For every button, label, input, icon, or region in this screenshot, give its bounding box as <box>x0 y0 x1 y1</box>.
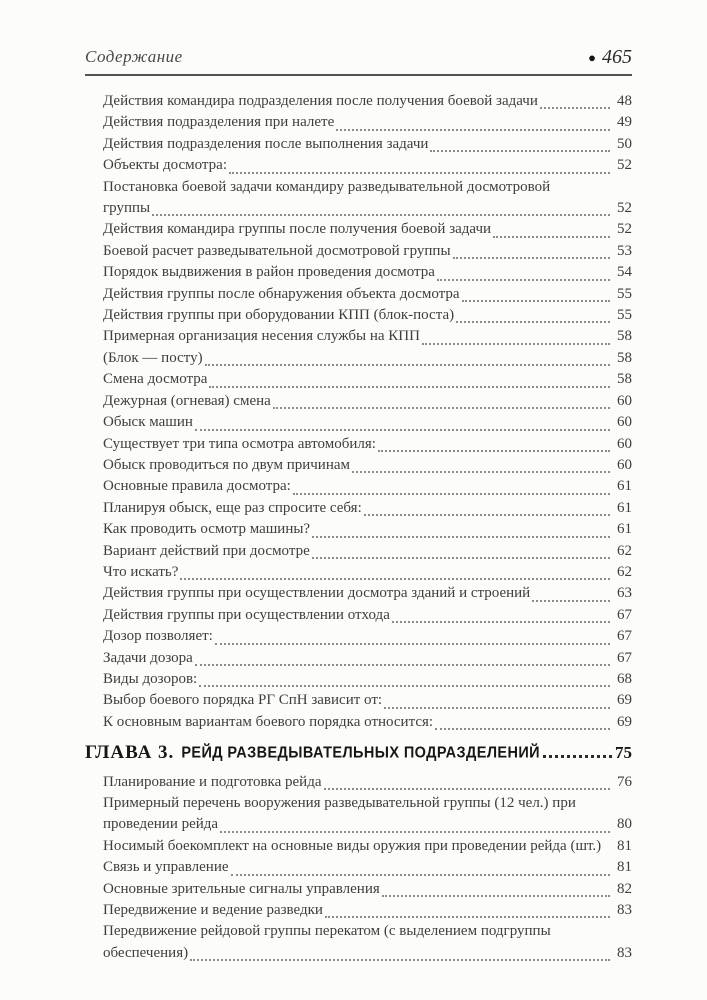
entry-page-number: 63 <box>617 585 632 602</box>
entry-text: Объекты досмотра: <box>103 157 227 174</box>
dot-leader <box>180 578 610 580</box>
dot-leader <box>382 895 610 897</box>
entry-row <box>103 541 632 562</box>
entry-text: Задачи дозора <box>103 649 193 666</box>
entry-row <box>103 857 632 878</box>
bullet-icon: ● <box>588 50 596 65</box>
dot-leader <box>215 643 610 645</box>
dot-leader <box>430 150 610 152</box>
entry-page-number: 60 <box>617 435 632 452</box>
entry-text: К основным вариантам боевого порядка относится: <box>103 713 434 730</box>
dot-leader <box>209 386 610 388</box>
dot-leader <box>453 257 610 259</box>
entry-row <box>103 391 632 412</box>
toc-entry <box>103 455 632 476</box>
dot-leader <box>312 557 610 559</box>
entry-page-number: 61 <box>617 499 632 516</box>
entry-text: (Блок — посту) <box>103 349 203 366</box>
dot-leader <box>195 429 610 431</box>
entry-row <box>103 879 632 900</box>
toc-entry <box>103 284 632 305</box>
entry-text: Действия группы при осуществлении досмотра зданий и строений <box>103 585 531 602</box>
chapter-title: РЕЙД РАЗВЕДЫВАТЕЛЬНЫХ ПОДРАЗДЕЛЕНИЙ <box>181 744 540 762</box>
entry-row <box>103 690 632 711</box>
entry-text: Передвижение и ведение разведки <box>103 902 323 919</box>
toc-entry <box>103 519 632 540</box>
toc-entry <box>103 648 632 669</box>
entry-page-number: 61 <box>617 521 632 538</box>
entry-text: Действия группы при оборудовании КПП (блок-поста) <box>103 307 455 324</box>
dot-leader <box>195 664 610 666</box>
chapter-prefix: ГЛАВА 3. <box>85 742 175 764</box>
entry-page-number: 82 <box>617 880 632 897</box>
dot-leader <box>378 450 610 452</box>
entry-row <box>103 583 632 604</box>
entry-row <box>103 348 632 369</box>
entry-page-number: 53 <box>617 242 632 259</box>
toc-entry <box>103 583 632 604</box>
entry-row <box>103 326 632 347</box>
entry-page-number: 81 <box>617 837 632 854</box>
toc-entry <box>103 605 632 626</box>
toc-entry <box>103 541 632 562</box>
entry-row <box>103 814 632 835</box>
entry-text-line1: Постановка боевой задачи командиру разведывательной досмотровой <box>103 178 551 195</box>
toc-entry <box>103 177 632 220</box>
entry-text: проведении рейда <box>103 816 219 833</box>
toc-entry <box>103 690 632 711</box>
entry-text: Выбор боевого порядка РГ СпН зависит от: <box>103 692 383 709</box>
dot-leader <box>336 129 610 131</box>
entry-text: Существует три типа осмотра автомобиля: <box>103 435 376 452</box>
toc-entry <box>103 626 632 647</box>
entry-page-number: 83 <box>617 944 632 961</box>
entry-page-number: 52 <box>617 157 632 174</box>
toc-entry <box>103 476 632 497</box>
dot-leader <box>540 107 610 109</box>
dot-leader <box>384 707 610 709</box>
entry-row <box>103 498 632 519</box>
dot-leader <box>462 300 610 302</box>
toc-entry <box>103 91 632 112</box>
entry-page-number: 80 <box>617 816 632 833</box>
entry-page-number: 62 <box>617 542 632 559</box>
entry-page-number: 52 <box>617 221 632 238</box>
entry-text: Основные зрительные сигналы управления <box>103 880 380 897</box>
entry-row <box>103 241 632 262</box>
entry-text: Дежурная (огневая) смена <box>103 392 271 409</box>
entry-row <box>103 455 632 476</box>
toc-entry <box>103 262 632 283</box>
dot-leader <box>352 471 610 473</box>
entry-row <box>103 476 632 497</box>
toc-list <box>85 91 632 964</box>
entry-text: Примерная организация несения службы на КПП <box>103 328 420 345</box>
entry-row <box>103 155 632 176</box>
entry-row <box>103 900 632 921</box>
entry-text-line1: Передвижение рейдовой группы перекатом (с выделением подгруппы <box>103 923 551 940</box>
entry-page-number: 68 <box>617 670 632 687</box>
entry-text: Порядок выдвижения в район проведения досмотра <box>103 264 435 281</box>
toc-entry <box>103 562 632 583</box>
entry-text: Основные правила досмотра: <box>103 478 291 495</box>
toc-entry <box>103 155 632 176</box>
entry-text: Вариант действий при досмотре <box>103 542 310 559</box>
toc-entry <box>103 921 632 964</box>
page-number: 465 <box>602 46 632 68</box>
dot-leader <box>205 364 610 366</box>
entry-row <box>103 519 632 540</box>
entry-page-number: 48 <box>617 93 632 109</box>
dot-leader <box>229 172 610 174</box>
entry-text: обеспечения) <box>103 944 189 961</box>
entry-text: группы <box>103 200 151 217</box>
entry-row <box>103 712 632 733</box>
entry-page-number: 55 <box>617 285 632 302</box>
entry-row <box>103 626 632 647</box>
entry-text: Дозор позволяет: <box>103 628 213 645</box>
entry-text: Планирование и подготовка рейда <box>103 773 322 790</box>
entry-page-number: 52 <box>617 200 632 217</box>
dot-leader <box>493 236 610 238</box>
dot-leader <box>603 852 610 854</box>
entry-page-number: 76 <box>617 773 632 790</box>
running-head-page <box>588 46 632 69</box>
toc-entry <box>103 712 632 733</box>
dot-leader <box>293 493 610 495</box>
entry-row <box>103 112 632 133</box>
entry-page-number: 83 <box>617 902 632 919</box>
toc-entry <box>103 391 632 412</box>
toc-entry <box>103 879 632 900</box>
entry-page-number: 54 <box>617 264 632 281</box>
entry-page-number: 60 <box>617 414 632 431</box>
entry-row <box>103 648 632 669</box>
entry-text: Действия командира подразделения после получения боевой задачи <box>103 93 538 109</box>
entry-text: Действия группы при осуществлении отхода <box>103 606 390 623</box>
entry-page-number: 58 <box>617 371 632 388</box>
entry-page-number: 50 <box>617 135 632 152</box>
entry-page-number: 62 <box>617 563 632 580</box>
entry-row <box>103 91 632 112</box>
dot-leader <box>220 831 610 833</box>
toc-entry <box>103 772 632 793</box>
entry-row <box>103 772 632 793</box>
entry-row <box>103 198 632 219</box>
dot-leader <box>324 788 610 790</box>
contents-heading: Содержание <box>85 47 183 66</box>
entry-row <box>103 562 632 583</box>
toc-entry <box>103 219 632 240</box>
entry-page-number: 81 <box>617 859 632 876</box>
entry-text: Действия командира группы после получения боевой задачи <box>103 221 492 238</box>
entry-page-number: 67 <box>617 606 632 623</box>
entry-text: Обыск машин <box>103 414 193 431</box>
entry-row <box>103 605 632 626</box>
entry-row <box>103 836 632 857</box>
toc-entry <box>103 793 632 836</box>
entry-page-number: 55 <box>617 307 632 324</box>
entry-text: Планируя обыск, еще раз спросите себя: <box>103 499 362 516</box>
toc-entry <box>103 305 632 326</box>
entry-text: Боевой расчет разведывательной досмотровой группы <box>103 242 451 259</box>
running-head <box>85 46 632 76</box>
entry-text: Виды дозоров: <box>103 670 198 687</box>
toc-entry <box>103 900 632 921</box>
toc-entry <box>103 498 632 519</box>
entry-text: Что искать? <box>103 563 179 580</box>
entry-text: Обыск проводиться по двум причинам <box>103 456 351 473</box>
dot-leader <box>532 600 610 602</box>
entry-row <box>103 134 632 155</box>
entry-page-number: 58 <box>617 328 632 345</box>
entry-page-number: 60 <box>617 392 632 409</box>
entry-text: Связь и управление <box>103 859 229 876</box>
toc-entry <box>103 369 632 390</box>
entry-page-number: 69 <box>617 713 632 730</box>
dot-leader <box>364 514 610 516</box>
dot-leader <box>190 959 610 961</box>
toc-entry <box>103 241 632 262</box>
chapter-heading <box>85 742 632 765</box>
dot-leader <box>325 916 610 918</box>
dot-leader <box>199 685 610 687</box>
entry-row <box>103 369 632 390</box>
dot-leader <box>273 407 610 409</box>
entry-row <box>103 669 632 690</box>
entry-text: Действия подразделения при налете <box>103 114 335 131</box>
entry-page-number: 49 <box>617 114 632 131</box>
dot-leader <box>422 343 610 345</box>
toc-entry <box>103 112 632 133</box>
toc-entry <box>103 836 632 857</box>
chapter-page-number: 75 <box>615 743 632 763</box>
entry-page-number: 58 <box>617 349 632 366</box>
entry-page-number: 67 <box>617 628 632 645</box>
toc-entry <box>103 857 632 878</box>
chapter-dot-leader <box>543 755 612 758</box>
toc-entry <box>103 669 632 690</box>
entry-row <box>103 262 632 283</box>
entry-row <box>103 219 632 240</box>
entry-row <box>103 412 632 433</box>
toc-entry <box>103 134 632 155</box>
dot-leader <box>152 214 610 216</box>
entry-text: Носимый боекомплект на основные виды оружия при проведении рейда (шт.) <box>103 837 602 854</box>
entry-text: Как проводить осмотр машины? <box>103 521 311 538</box>
entry-text: Действия группы после обнаружения объекта досмотра <box>103 285 460 302</box>
entry-text-line1: Примерный перечень вооружения разведывательной группы (12 чел.) при <box>103 795 576 811</box>
entry-page-number: 60 <box>617 456 632 473</box>
dot-leader <box>456 321 610 323</box>
dot-leader <box>231 874 610 876</box>
dot-leader <box>435 728 610 730</box>
toc-entry <box>103 434 632 455</box>
dot-leader <box>392 621 610 623</box>
entry-page-number: 61 <box>617 478 632 495</box>
entry-row <box>103 943 632 964</box>
entry-text: Действия подразделения после выполнения задачи <box>103 135 429 152</box>
entry-page-number: 67 <box>617 649 632 666</box>
entry-page-number: 69 <box>617 692 632 709</box>
entry-row <box>103 305 632 326</box>
toc-entry <box>103 412 632 433</box>
dot-leader <box>437 279 610 281</box>
entry-row <box>103 284 632 305</box>
dot-leader <box>312 536 610 538</box>
entry-text: Смена досмотра <box>103 371 208 388</box>
toc-entry <box>103 348 632 369</box>
entry-row <box>103 434 632 455</box>
toc-entry <box>103 326 632 347</box>
